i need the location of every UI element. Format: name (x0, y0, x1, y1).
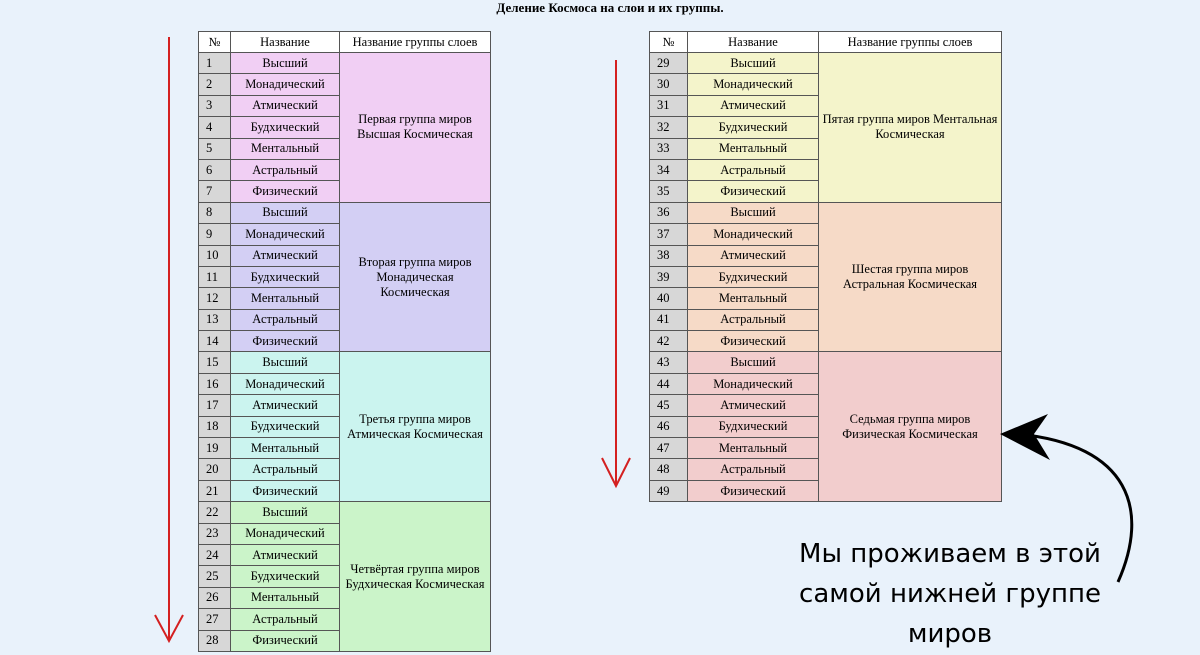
red-down-arrow-left (155, 37, 183, 641)
layer-number: 20 (199, 459, 231, 480)
layer-name: Монадический (231, 523, 340, 544)
layer-number: 42 (650, 331, 688, 352)
layer-number: 30 (650, 74, 688, 95)
layer-number: 15 (199, 352, 231, 373)
layer-number: 34 (650, 159, 688, 180)
layer-name: Атмический (688, 245, 819, 266)
group-name: Вторая группа миров Монадическая Космическая (340, 202, 491, 352)
layer-name: Атмический (231, 95, 340, 116)
layer-number: 18 (199, 416, 231, 437)
layer-name: Астральный (231, 159, 340, 180)
layer-number: 37 (650, 224, 688, 245)
group-name: Третья группа миров Атмическая Космическая (340, 352, 491, 502)
layer-name: Будхический (231, 416, 340, 437)
layer-name: Высший (231, 53, 340, 74)
layer-number: 6 (199, 159, 231, 180)
layer-name: Физический (688, 480, 819, 501)
layer-name: Будхический (688, 416, 819, 437)
layer-name: Монадический (688, 373, 819, 394)
layer-name: Ментальный (231, 288, 340, 309)
header-group: Название группы слоев (819, 32, 1002, 53)
layer-number: 8 (199, 202, 231, 223)
layer-number: 33 (650, 138, 688, 159)
layer-name: Будхический (231, 266, 340, 287)
layer-name: Физический (688, 181, 819, 202)
layer-number: 12 (199, 288, 231, 309)
layer-name: Физический (231, 331, 340, 352)
layer-number: 35 (650, 181, 688, 202)
layer-number: 1 (199, 53, 231, 74)
layer-number: 39 (650, 266, 688, 287)
layer-number: 21 (199, 480, 231, 501)
layer-number: 47 (650, 438, 688, 459)
layer-name: Будхический (231, 566, 340, 587)
layer-name: Монадический (688, 74, 819, 95)
layer-name: Ментальный (688, 138, 819, 159)
layer-name: Монадический (231, 224, 340, 245)
layer-number: 23 (199, 523, 231, 544)
header-name: Название (231, 32, 340, 53)
layer-number: 3 (199, 95, 231, 116)
layer-number: 4 (199, 117, 231, 138)
group-name: Шестая группа миров Астральная Космическая (819, 202, 1002, 352)
layer-number: 9 (199, 224, 231, 245)
layer-name: Высший (688, 352, 819, 373)
layer-number: 31 (650, 95, 688, 116)
layer-name: Атмический (231, 395, 340, 416)
layer-number: 48 (650, 459, 688, 480)
layer-name: Ментальный (231, 138, 340, 159)
layer-number: 5 (199, 138, 231, 159)
layer-name: Высший (688, 53, 819, 74)
layer-name: Астральный (231, 459, 340, 480)
layer-number: 46 (650, 416, 688, 437)
layer-name: Высший (688, 202, 819, 223)
group-name: Пятая группа миров Ментальная Космическая (819, 53, 1002, 203)
layer-number: 36 (650, 202, 688, 223)
layer-name: Ментальный (688, 288, 819, 309)
layer-name: Будхический (688, 117, 819, 138)
layer-name: Высший (231, 352, 340, 373)
layer-name: Атмический (688, 95, 819, 116)
layer-number: 7 (199, 181, 231, 202)
layer-name: Атмический (688, 395, 819, 416)
layer-number: 19 (199, 438, 231, 459)
layer-number: 25 (199, 566, 231, 587)
layer-name: Высший (231, 502, 340, 523)
layer-name: Ментальный (231, 438, 340, 459)
layer-number: 17 (199, 395, 231, 416)
layer-number: 38 (650, 245, 688, 266)
layer-number: 44 (650, 373, 688, 394)
layer-name: Монадический (231, 74, 340, 95)
layer-name: Астральный (231, 309, 340, 330)
layer-name: Физический (231, 181, 340, 202)
layer-name: Будхический (231, 117, 340, 138)
header-num: № (650, 32, 688, 53)
header-name: Название (688, 32, 819, 53)
layer-number: 16 (199, 373, 231, 394)
red-down-arrow-right (602, 60, 630, 486)
page-title: Деление Космоса на слои и их группы. (496, 0, 724, 15)
layer-number: 24 (199, 544, 231, 565)
layer-name: Высший (231, 202, 340, 223)
layer-number: 10 (199, 245, 231, 266)
layer-number: 13 (199, 309, 231, 330)
layer-number: 49 (650, 480, 688, 501)
layer-number: 41 (650, 309, 688, 330)
layer-name: Монадический (231, 373, 340, 394)
layer-number: 27 (199, 609, 231, 630)
layer-name: Астральный (688, 459, 819, 480)
layer-name: Ментальный (231, 587, 340, 608)
header-group: Название группы слоев (340, 32, 491, 53)
layer-number: 14 (199, 331, 231, 352)
header-num: № (199, 32, 231, 53)
layer-number: 26 (199, 587, 231, 608)
group-name: Четвёртая группа миров Будхическая Космическая (340, 502, 491, 652)
layer-name: Атмический (231, 544, 340, 565)
layer-name: Астральный (688, 159, 819, 180)
group-name: Первая группа миров Высшая Космическая (340, 53, 491, 203)
layer-name: Будхический (688, 266, 819, 287)
layer-name: Атмический (231, 245, 340, 266)
layer-number: 28 (199, 630, 231, 651)
annotation-text: Мы проживаем в этой самой нижней группе миров (799, 539, 1101, 649)
layer-number: 45 (650, 395, 688, 416)
layer-number: 22 (199, 502, 231, 523)
layer-number: 32 (650, 117, 688, 138)
layer-name: Астральный (231, 609, 340, 630)
layer-number: 2 (199, 74, 231, 95)
layer-name: Ментальный (688, 438, 819, 459)
layer-number: 29 (650, 53, 688, 74)
group-name: Седьмая группа миров Физическая Космическая (819, 352, 1002, 502)
layer-name: Монадический (688, 224, 819, 245)
layer-name: Астральный (688, 309, 819, 330)
layer-number: 11 (199, 266, 231, 287)
layer-name: Физический (231, 480, 340, 501)
layer-name: Физический (688, 331, 819, 352)
layer-number: 40 (650, 288, 688, 309)
layer-name: Физический (231, 630, 340, 651)
layer-number: 43 (650, 352, 688, 373)
